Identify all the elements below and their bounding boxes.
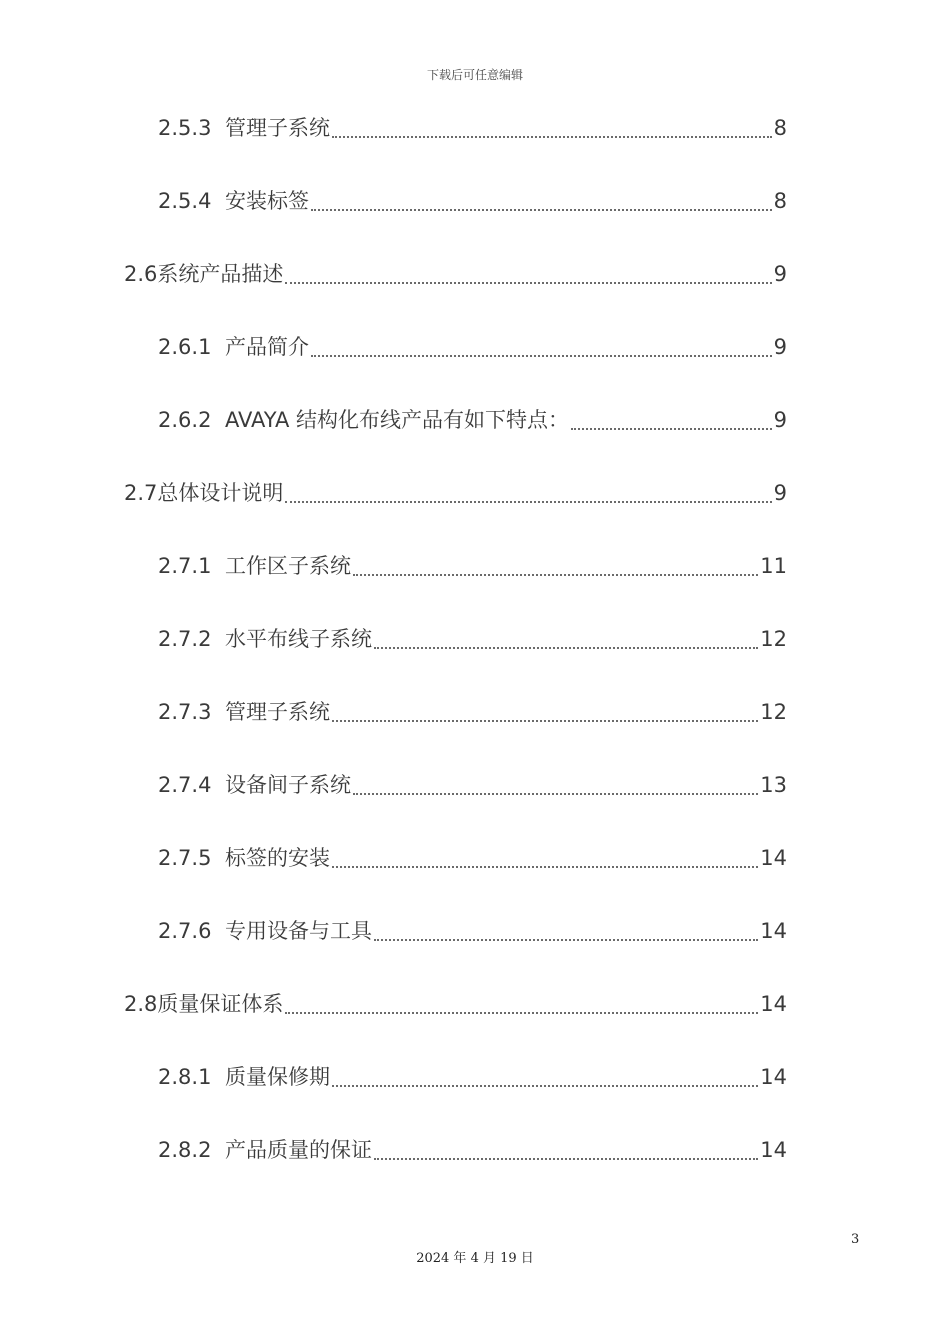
- toc-entry-page: 14: [760, 919, 787, 943]
- toc-entry-page: 12: [760, 627, 787, 651]
- toc-entry-title: AVAYA 结构化布线产品有如下特点：: [225, 408, 570, 432]
- toc-entry[interactable]: [158, 697, 787, 727]
- toc-entry-title: 管理子系统: [225, 700, 330, 724]
- toc-entry-number: 2.7: [124, 481, 158, 505]
- toc-entry-number: 2.7.5: [158, 846, 212, 870]
- toc-entry[interactable]: [158, 405, 787, 435]
- toc-entry-number: 2.7.2: [158, 627, 212, 651]
- toc-entry-page: 14: [760, 846, 787, 870]
- toc-entry-number: 2.7.1: [158, 554, 212, 578]
- toc-entry-title: 管理子系统: [225, 116, 330, 140]
- toc-entry-number: 2.7.4: [158, 773, 212, 797]
- toc-entry-page: 12: [760, 700, 787, 724]
- toc-entry-number: 2.7.6: [158, 919, 212, 943]
- toc-entry-page: 11: [760, 554, 787, 578]
- toc-dot-leader: [374, 647, 758, 649]
- toc-dot-leader: [353, 793, 758, 795]
- toc-entry-title: 总体设计说明: [157, 481, 284, 505]
- page-header: 下载后可任意编辑: [426, 68, 523, 82]
- page-number: 3: [851, 1232, 860, 1247]
- toc-entry[interactable]: [158, 1135, 787, 1165]
- toc-dot-leader: [285, 282, 771, 284]
- toc-entry-title: 工作区子系统: [225, 554, 351, 578]
- toc-entry[interactable]: [158, 1062, 787, 1092]
- toc-entry[interactable]: [158, 113, 787, 143]
- toc-entry-number: 2.5.3: [158, 116, 212, 140]
- toc-entry-title: 专用设备与工具: [225, 919, 372, 943]
- toc-dot-leader: [285, 501, 771, 503]
- toc-dot-leader: [332, 720, 758, 722]
- toc-entry[interactable]: [124, 478, 787, 508]
- toc-entry-title: 产品简介: [225, 335, 309, 359]
- toc-entry-title: 设备间子系统: [225, 773, 351, 797]
- toc-entry-page: 14: [760, 992, 787, 1016]
- toc-entry[interactable]: [124, 259, 787, 289]
- toc-entry[interactable]: [158, 332, 787, 362]
- toc-entry-page: 13: [760, 773, 787, 797]
- toc-entry[interactable]: [158, 624, 787, 654]
- toc-dot-leader: [285, 1012, 758, 1014]
- page-footer-date: 2024 年 4 月 19 日: [416, 1251, 534, 1266]
- toc-entry-page: 14: [760, 1065, 787, 1089]
- toc-entry[interactable]: [158, 916, 787, 946]
- toc-dot-leader: [332, 136, 772, 138]
- toc-entry-title: 质量保修期: [225, 1065, 330, 1089]
- toc-entry-title: 质量保证体系: [157, 992, 284, 1016]
- toc-dot-leader: [311, 355, 772, 357]
- toc-entry[interactable]: [158, 186, 787, 216]
- toc-entry-title: 系统产品描述: [157, 262, 284, 286]
- toc-entry-number: 2.6: [124, 262, 158, 286]
- toc-entry-title: 产品质量的保证: [225, 1138, 372, 1162]
- toc-entry-title: 水平布线子系统: [225, 627, 372, 651]
- toc-entry-page: 9: [773, 335, 787, 359]
- toc-entry-title: 标签的安装: [225, 846, 330, 870]
- toc-dot-leader: [353, 574, 758, 576]
- toc-entry-number: 2.8.2: [158, 1138, 212, 1162]
- toc-entry-page: 8: [773, 116, 787, 140]
- toc-entry-page: 9: [773, 481, 787, 505]
- toc-entry[interactable]: [158, 551, 787, 581]
- toc-entry-number: 2.6.1: [158, 335, 212, 359]
- toc-entry-page: 14: [760, 1138, 787, 1162]
- toc-entry-number: 2.5.4: [158, 189, 212, 213]
- toc-entry-page: 8: [773, 189, 787, 213]
- toc-entry-page: 9: [773, 408, 787, 432]
- toc-entry-number: 2.8: [124, 992, 158, 1016]
- toc-entry[interactable]: [124, 989, 787, 1019]
- toc-dot-leader: [374, 1158, 758, 1160]
- toc-entry-number: 2.8.1: [158, 1065, 212, 1089]
- toc-entry-number: 2.7.3: [158, 700, 212, 724]
- toc-dot-leader: [332, 1085, 758, 1087]
- toc-entry[interactable]: [158, 770, 787, 800]
- toc-dot-leader: [571, 428, 772, 430]
- toc-dot-leader: [374, 939, 758, 941]
- toc-dot-leader: [332, 866, 758, 868]
- toc-entry-title: 安装标签: [225, 189, 309, 213]
- toc-entry-number: 2.6.2: [158, 408, 212, 432]
- toc-dot-leader: [311, 209, 772, 211]
- toc-entry[interactable]: [158, 843, 787, 873]
- toc-entry-page: 9: [773, 262, 787, 286]
